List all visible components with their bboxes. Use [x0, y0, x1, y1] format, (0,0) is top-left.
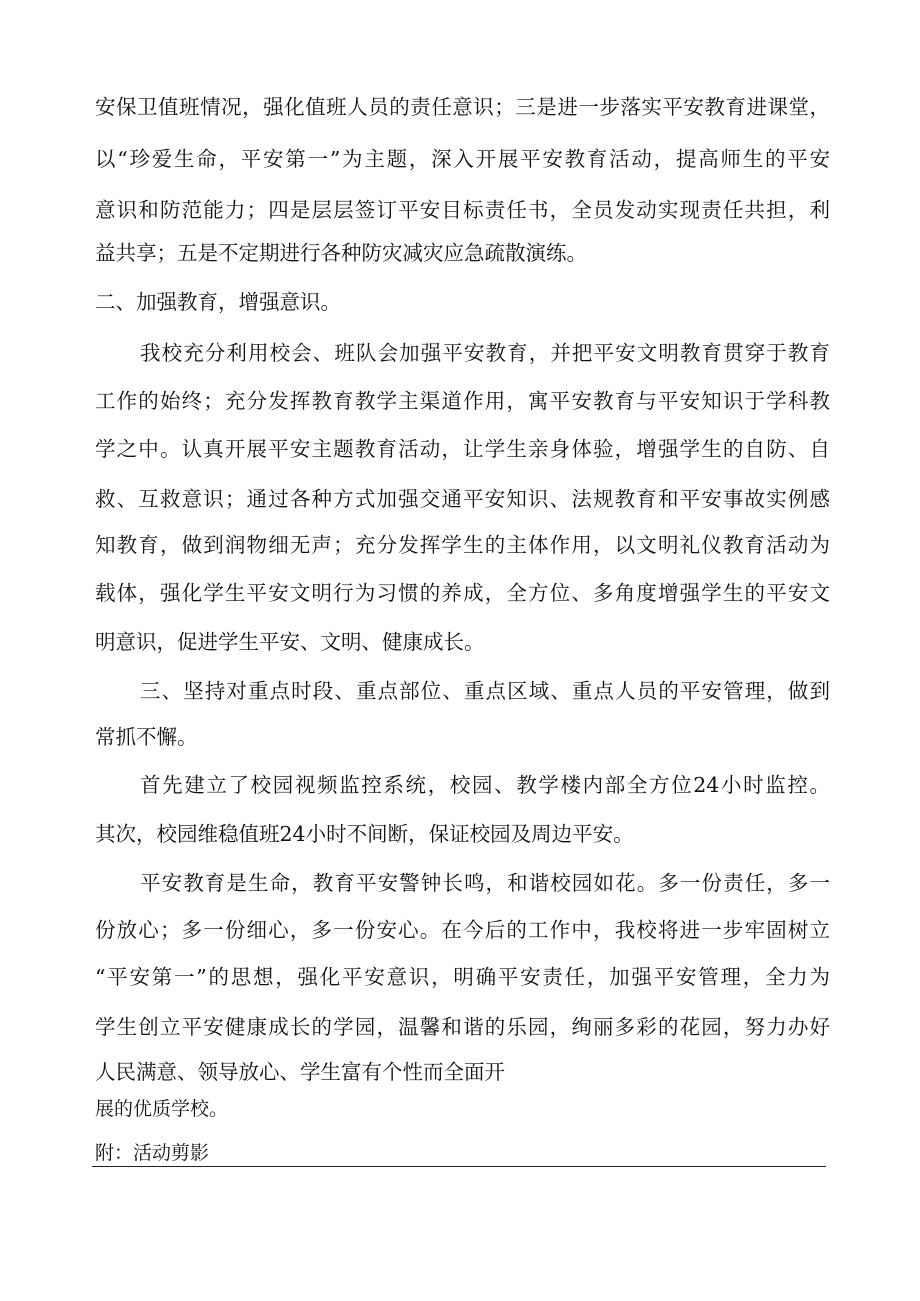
- horizontal-rule: [92, 1166, 826, 1167]
- paragraph-line: 以“珍爱生命，平安第一”为主题，深入开展平安教育活动，提高师生的平安: [95, 147, 830, 171]
- appendix-label: 附：活动剪影: [95, 1142, 210, 1164]
- paragraph-line: 学生创立平安健康成长的学园，温馨和谐的乐园，绚丽多彩的花园，努力办好: [95, 1015, 830, 1039]
- section-heading: 三、坚持对重点时段、重点部位、重点区域、重点人员的平安管理，做到: [140, 679, 830, 703]
- paragraph-line: 明意识，促进学生平安、文明、健康成长。: [95, 630, 485, 654]
- paragraph-line: 其次，校园维稳值班24小时不间断，保证校园及周边平安。: [95, 822, 634, 846]
- paragraph-line: 知教育，做到润物细无声；充分发挥学生的主体作用，以文明礼仪教育活动为: [95, 533, 830, 557]
- paragraph-line: 人民满意、领导放心、学生富有个性而全面开: [95, 1060, 505, 1084]
- paragraph-line: 份放心；多一份细心，多一份安心。在今后的工作中，我校将进一步牢固树立: [95, 918, 830, 942]
- paragraph-line: 展的优质学校。: [95, 1098, 229, 1120]
- paragraph-line: 救、互救意识；通过各种方式加强交通平安知识、法规教育和平安事故实例感: [95, 487, 830, 511]
- paragraph-line: 我校充分利用校会、班队会加强平安教育，并把平安文明教育贯穿于教育: [140, 341, 830, 365]
- paragraph-line: 平安教育是生命，教育平安警钟长鸣，和谐校园如花。多一份责任，多一: [140, 871, 830, 895]
- paragraph-line: “平安第一”的思想，强化平安意识，明确平安责任，加强平安管理，全力为: [95, 965, 830, 989]
- paragraph-line: 益共享；五是不定期进行各种防灾减灾应急疏散演练。: [95, 241, 587, 265]
- paragraph-line: 意识和防范能力；四是层层签订平安目标责任书，全员发动实现责任共担，利: [95, 198, 830, 222]
- paragraph-line: 安保卫值班情况，强化值班人员的责任意识；三是进一步落实平安教育进课堂，: [95, 95, 830, 119]
- paragraph-line: 首先建立了校园视频监控系统，校园、教学楼内部全方位24小时监控。: [140, 773, 830, 797]
- paragraph-line: 工作的始终；充分发挥教育教学主渠道作用，寓平安教育与平安知识于学科教: [95, 389, 830, 413]
- paragraph-line: 载体，强化学生平安文明行为习惯的养成，全方位、多角度增强学生的平安文: [95, 581, 830, 605]
- paragraph-line: 学之中。认真开展平安主题教育活动，让学生亲身体验，增强学生的自防、自: [95, 437, 830, 461]
- section-heading: 常抓不懈。: [95, 725, 198, 749]
- section-heading: 二、加强教育，增强意识。: [95, 290, 341, 314]
